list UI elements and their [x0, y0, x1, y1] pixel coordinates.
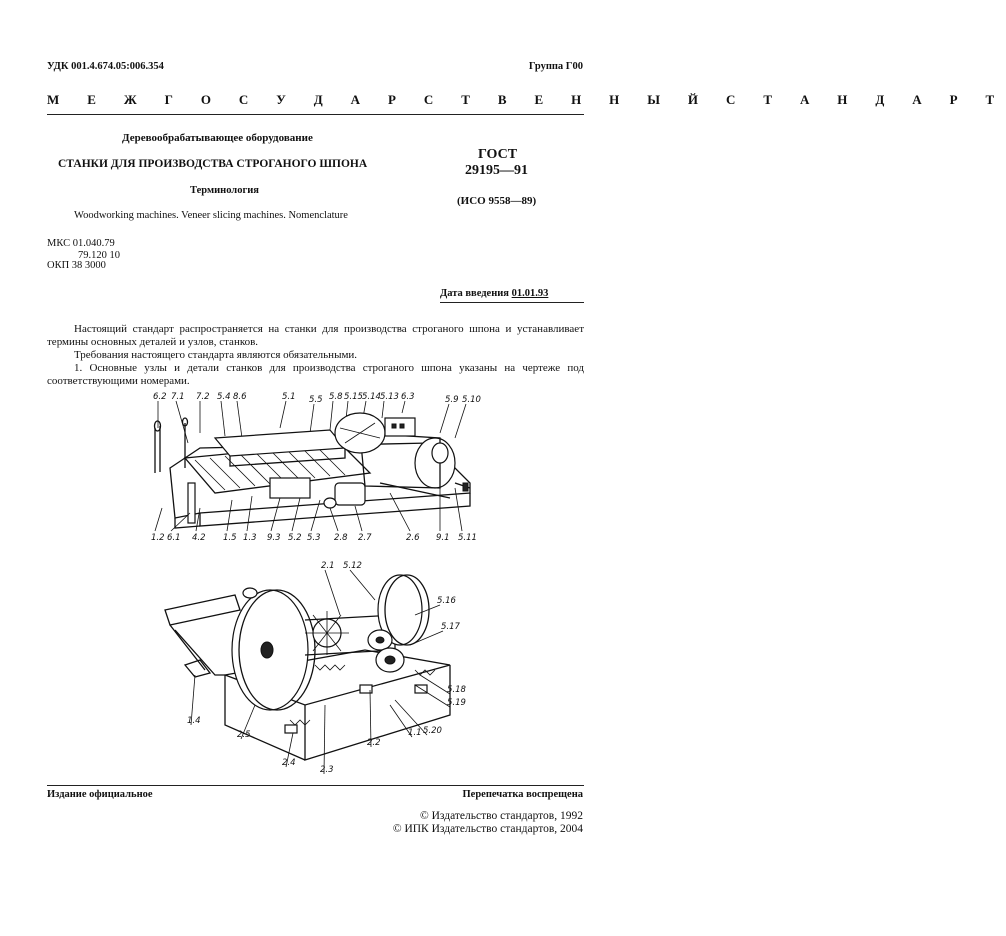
fig1-label: 6.1 [167, 533, 181, 543]
fig1-label: 7.1 [171, 392, 185, 402]
gost-label: ГОСТ [478, 147, 518, 162]
fig1-label: 5.10 [462, 395, 481, 405]
category-title: Деревообрабатывающее оборудование [122, 132, 313, 144]
iso-reference: (ИСО 9558—89) [457, 195, 537, 207]
machine-overview-drawing [140, 388, 490, 546]
fig1-label: 5.4 [217, 392, 231, 402]
body-paragraph-1: Настоящий стандарт распространяется на станки для производства строганого шпона и устанавливает термины основных деталей и узлов, станков. [47, 323, 584, 348]
body-paragraph-2: Требования настоящего стандарта являются обязательными. [74, 349, 358, 361]
sub-title: Терминология [190, 185, 259, 196]
fig2-label: 5.17 [441, 622, 460, 632]
fig1-label: 2.7 [358, 533, 372, 543]
figure2-labels [187, 561, 467, 775]
udc-code: УДК 001.4.674.05:006.354 [47, 61, 164, 72]
official-edition: Издание официальное [47, 789, 153, 800]
fig1-label: 5.13 [380, 392, 399, 402]
fig2-label: 2.2 [367, 738, 381, 748]
reprint-prohibited: Перепечатка воспрещена [462, 789, 583, 800]
cutting-mechanism-drawing [165, 555, 475, 780]
english-title: Woodworking machines. Veneer slicing machines. Nomenclature [74, 210, 348, 221]
fig2-label: 5.16 [437, 596, 456, 606]
date-rule [440, 302, 584, 303]
fig1-label: 5.15 [344, 392, 363, 402]
body-paragraph-3: 1. Основные узлы и детали станков для производства строганого шпона указаны на чертеже под соответствующими номерами. [47, 362, 584, 387]
fig2-label: 2.4 [282, 758, 296, 768]
fig1-label: 5.5 [309, 395, 323, 405]
fig1-label: 2.8 [334, 533, 348, 543]
fig2-label: 2.5 [237, 730, 251, 740]
fig1-label: 4.2 [192, 533, 206, 543]
fig1-label: 6.2 [153, 392, 167, 402]
figure1-top-labels [153, 392, 481, 405]
fig1-label: 5.9 [445, 395, 459, 405]
fig1-label: 9.1 [436, 533, 450, 543]
okp-code: ОКП 38 3000 [47, 260, 106, 271]
fig1-label: 8.6 [233, 392, 247, 402]
fig1-label: 1.2 [151, 533, 165, 543]
intro-date-value: 01.01.93 [511, 288, 549, 299]
fig2-label: 5.19 [447, 698, 466, 708]
fig2-label: 2.3 [320, 765, 334, 775]
mks-code-2: 79.120 10 [78, 250, 120, 261]
group-code: Группа Г00 [528, 61, 583, 72]
fig1-label: 1.3 [243, 533, 257, 543]
intro-date [440, 288, 548, 299]
fig1-label: 9.3 [267, 533, 281, 543]
fig2-label: 5.18 [447, 685, 466, 695]
fig1-label: 5.8 [329, 392, 343, 402]
fig1-label: 5.11 [458, 533, 477, 543]
fig2-label: 1.1 [408, 728, 422, 738]
fig2-label: 5.12 [343, 561, 362, 571]
fig1-label: 5.1 [282, 392, 296, 402]
copyright-2004: © ИПК Издательство стандартов, 2004 [392, 823, 583, 835]
intro-date-label: Дата введения [440, 288, 509, 299]
fig2-label: 5.20 [423, 726, 442, 736]
header-rule [47, 114, 584, 115]
interstate-standard-heading: М Е Ж Г О С У Д А Р С Т В Е Н Н Ы Й С Т А Н Д А Р Т [47, 92, 1006, 107]
gost-number: 29195—91 [465, 163, 528, 178]
fig1-label: 5.3 [307, 533, 321, 543]
fig2-label: 2.1 [321, 561, 335, 571]
fig1-label: 7.2 [196, 392, 210, 402]
fig1-label: 5.2 [288, 533, 302, 543]
main-title: СТАНКИ ДЛЯ ПРОИЗВОДСТВА СТРОГАНОГО ШПОНА [58, 158, 368, 170]
fig1-label: 1.5 [223, 533, 237, 543]
fig1-label: 6.3 [401, 392, 415, 402]
fig1-label: 5.14 [362, 392, 381, 402]
figure1-bottom-labels [151, 533, 477, 543]
footer-rule [47, 785, 584, 786]
fig1-label: 2.6 [406, 533, 420, 543]
mks-code: МКС 01.040.79 [47, 238, 115, 249]
copyright-1992: © Издательство стандартов, 1992 [419, 810, 583, 822]
fig2-label: 1.4 [187, 716, 201, 726]
